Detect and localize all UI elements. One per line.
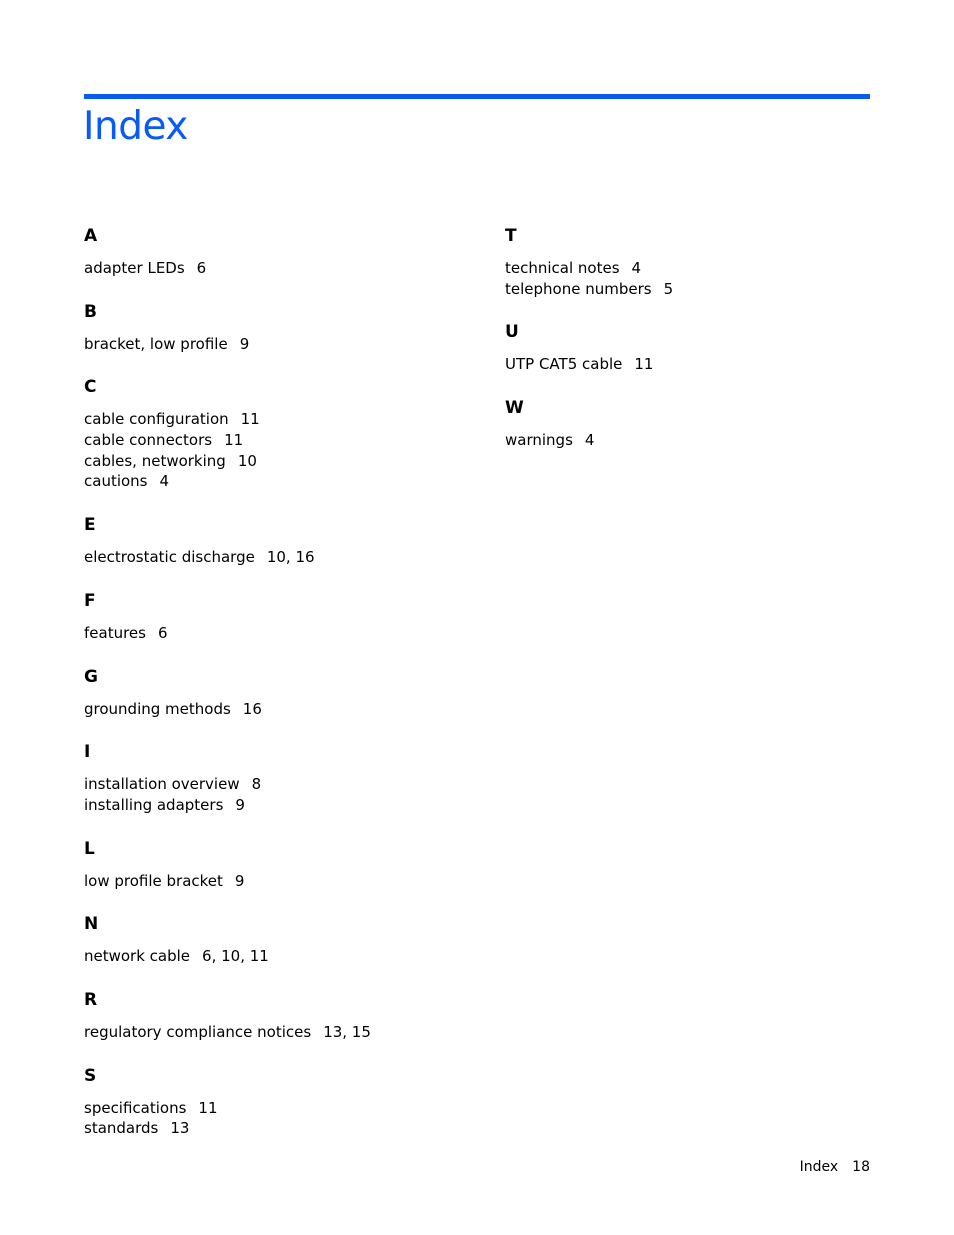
entry-page-links[interactable]: 13, 15 [323, 1022, 371, 1041]
index-entry [84, 774, 484, 795]
entry-term: low profile bracket [84, 871, 223, 890]
section-letter: U [505, 322, 519, 343]
section-letter: W [505, 398, 524, 419]
index-section [84, 912, 484, 967]
index-entry [84, 1098, 484, 1119]
entry-term: bracket, low profile [84, 334, 228, 353]
entry-term: cable connectors [84, 431, 213, 450]
index-entry [84, 334, 484, 355]
index-entry [84, 1022, 484, 1043]
index-section [84, 665, 484, 720]
entry-page-links[interactable]: 9 [239, 334, 250, 353]
entry-page-links[interactable]: 4 [631, 259, 642, 277]
index-entry [505, 258, 885, 279]
index-entry [84, 946, 484, 967]
entry-term: cable configuration [84, 410, 229, 429]
index-column-right [505, 224, 885, 472]
entry-page-links[interactable]: 6, 10, 11 [202, 947, 269, 966]
section-letter: C [84, 377, 97, 398]
entry-page-links[interactable]: 11 [240, 410, 260, 429]
section-letter: I [84, 742, 91, 763]
index-section [84, 988, 484, 1043]
entry-page-links[interactable]: 11 [198, 1098, 218, 1117]
footer-label: Index [799, 1159, 839, 1175]
entry-term: adapter LEDs [84, 259, 185, 277]
index-section [84, 589, 484, 644]
entry-page-links[interactable]: 8 [251, 775, 262, 794]
entry-page-links[interactable]: 10, 16 [266, 548, 315, 567]
index-entry [505, 279, 885, 300]
entry-term: UTP CAT5 cable [505, 355, 623, 374]
index-entry [84, 623, 484, 644]
section-letter: L [84, 838, 95, 859]
section-letter: B [84, 301, 97, 322]
index-entry [84, 699, 484, 720]
index-section [84, 300, 484, 355]
entry-term: electrostatic discharge [84, 548, 255, 567]
index-section [505, 320, 885, 375]
index-section [84, 740, 484, 815]
index-entry [84, 871, 484, 892]
index-section [84, 1064, 484, 1139]
index-section [505, 224, 885, 299]
entry-term: regulatory compliance notices [84, 1022, 312, 1041]
entry-term: cables, networking [84, 451, 226, 470]
index-entry [505, 430, 885, 451]
entry-page-links[interactable]: 4 [584, 431, 595, 450]
footer-page-number: 18 [852, 1159, 870, 1175]
section-letter: E [84, 515, 96, 536]
entry-page-links[interactable]: 4 [159, 472, 170, 491]
entry-term: installing adapters [84, 795, 224, 814]
entry-term: technical notes [505, 259, 620, 277]
section-letter: F [84, 590, 96, 611]
section-letter: R [84, 989, 98, 1010]
entry-page-links[interactable]: 10 [237, 451, 257, 470]
index-section [84, 224, 484, 279]
title-rule [84, 94, 870, 99]
index-entry [84, 451, 484, 472]
index-entry [84, 795, 484, 816]
entry-page-links[interactable]: 5 [663, 279, 674, 298]
entry-page-links[interactable]: 9 [234, 871, 245, 890]
section-letter: G [84, 666, 98, 687]
index-entry [84, 409, 484, 430]
index-entry [84, 547, 484, 568]
entry-term: specifications [84, 1098, 187, 1117]
entry-page-links[interactable]: 11 [224, 431, 244, 450]
entry-page-links[interactable]: 6 [157, 623, 168, 642]
index-column-left [84, 224, 484, 1160]
page-title: Index [83, 104, 188, 149]
entry-term: cautions [84, 472, 148, 491]
index-entry [84, 430, 484, 451]
entry-page-links[interactable]: 6 [196, 259, 207, 277]
entry-term: features [84, 623, 146, 642]
section-letter: T [505, 226, 517, 246]
index-entry [505, 354, 885, 375]
entry-term: network cable [84, 947, 191, 966]
section-letter: A [84, 226, 98, 246]
section-letter: S [84, 1065, 97, 1086]
index-section [84, 837, 484, 892]
entry-term: telephone numbers [505, 279, 652, 298]
index-section [84, 375, 484, 492]
entry-page-links[interactable]: 11 [634, 355, 654, 374]
entry-term: installation overview [84, 775, 240, 794]
entry-term: warnings [505, 431, 573, 450]
index-entry [84, 1118, 484, 1139]
index-entry [84, 471, 484, 492]
page-footer [800, 1157, 870, 1177]
entry-page-links[interactable]: 9 [235, 795, 245, 814]
entry-page-links[interactable]: 13 [170, 1119, 190, 1138]
entry-term: grounding methods [84, 699, 231, 718]
index-entry [84, 258, 484, 279]
index-section [84, 513, 484, 568]
entry-term: standards [84, 1119, 159, 1138]
entry-page-links[interactable]: 16 [242, 699, 262, 718]
index-section [505, 396, 885, 451]
section-letter: N [84, 914, 99, 935]
